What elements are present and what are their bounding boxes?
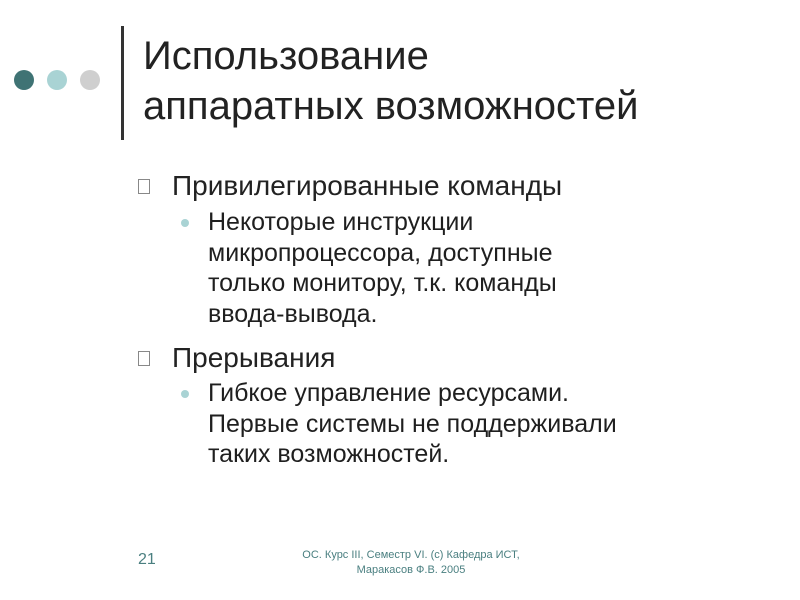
sub-bullet-line: ввода-вывода. bbox=[208, 299, 378, 328]
slide-number: 21 bbox=[138, 551, 156, 568]
bullet-item-interrupts bbox=[136, 340, 776, 376]
teal-dot-icon bbox=[14, 70, 34, 90]
sub-bullet-dot-icon bbox=[181, 219, 189, 227]
bullet-box-icon bbox=[138, 179, 150, 194]
sub-bullet-item-instructions bbox=[208, 207, 776, 329]
footer-line-1: ОС. Курс III, Семестр VI. (с) Кафедра ИСТ, bbox=[302, 549, 520, 561]
decorative-dots bbox=[14, 70, 104, 92]
slide-body bbox=[136, 168, 776, 470]
footer-line-2: Маракасов Ф.В. 2005 bbox=[356, 564, 466, 576]
bullet-item-privileged-commands bbox=[136, 168, 776, 204]
sub-bullet-item-resource-control bbox=[208, 378, 776, 470]
sub-bullet-line: Гибкое управление ресурсами. bbox=[208, 379, 569, 407]
bullet-box-icon bbox=[138, 351, 150, 366]
slide-title-line-1: Использование bbox=[143, 34, 429, 78]
slide-title-line-2: аппаратных возможностей bbox=[143, 84, 639, 128]
light-teal-dot-icon bbox=[47, 70, 67, 90]
sub-bullet-line: Некоторые инструкции bbox=[208, 208, 474, 236]
sub-bullet-line: Первые системы не поддерживали bbox=[208, 409, 617, 438]
sub-bullet-line: таких возможностей. bbox=[208, 440, 450, 468]
slide-footer bbox=[250, 548, 572, 578]
title-divider bbox=[121, 26, 124, 140]
sub-bullet-line: микропроцессора, доступные bbox=[208, 238, 553, 267]
bullet-item-label: Прерывания bbox=[172, 342, 336, 373]
slide-title bbox=[143, 31, 783, 131]
sub-bullet-dot-icon bbox=[181, 390, 189, 398]
sub-bullet-line: только монитору, т.к. команды bbox=[208, 269, 557, 297]
gray-dot-icon bbox=[80, 70, 100, 90]
bullet-item-label: Привилегированные команды bbox=[172, 170, 563, 201]
